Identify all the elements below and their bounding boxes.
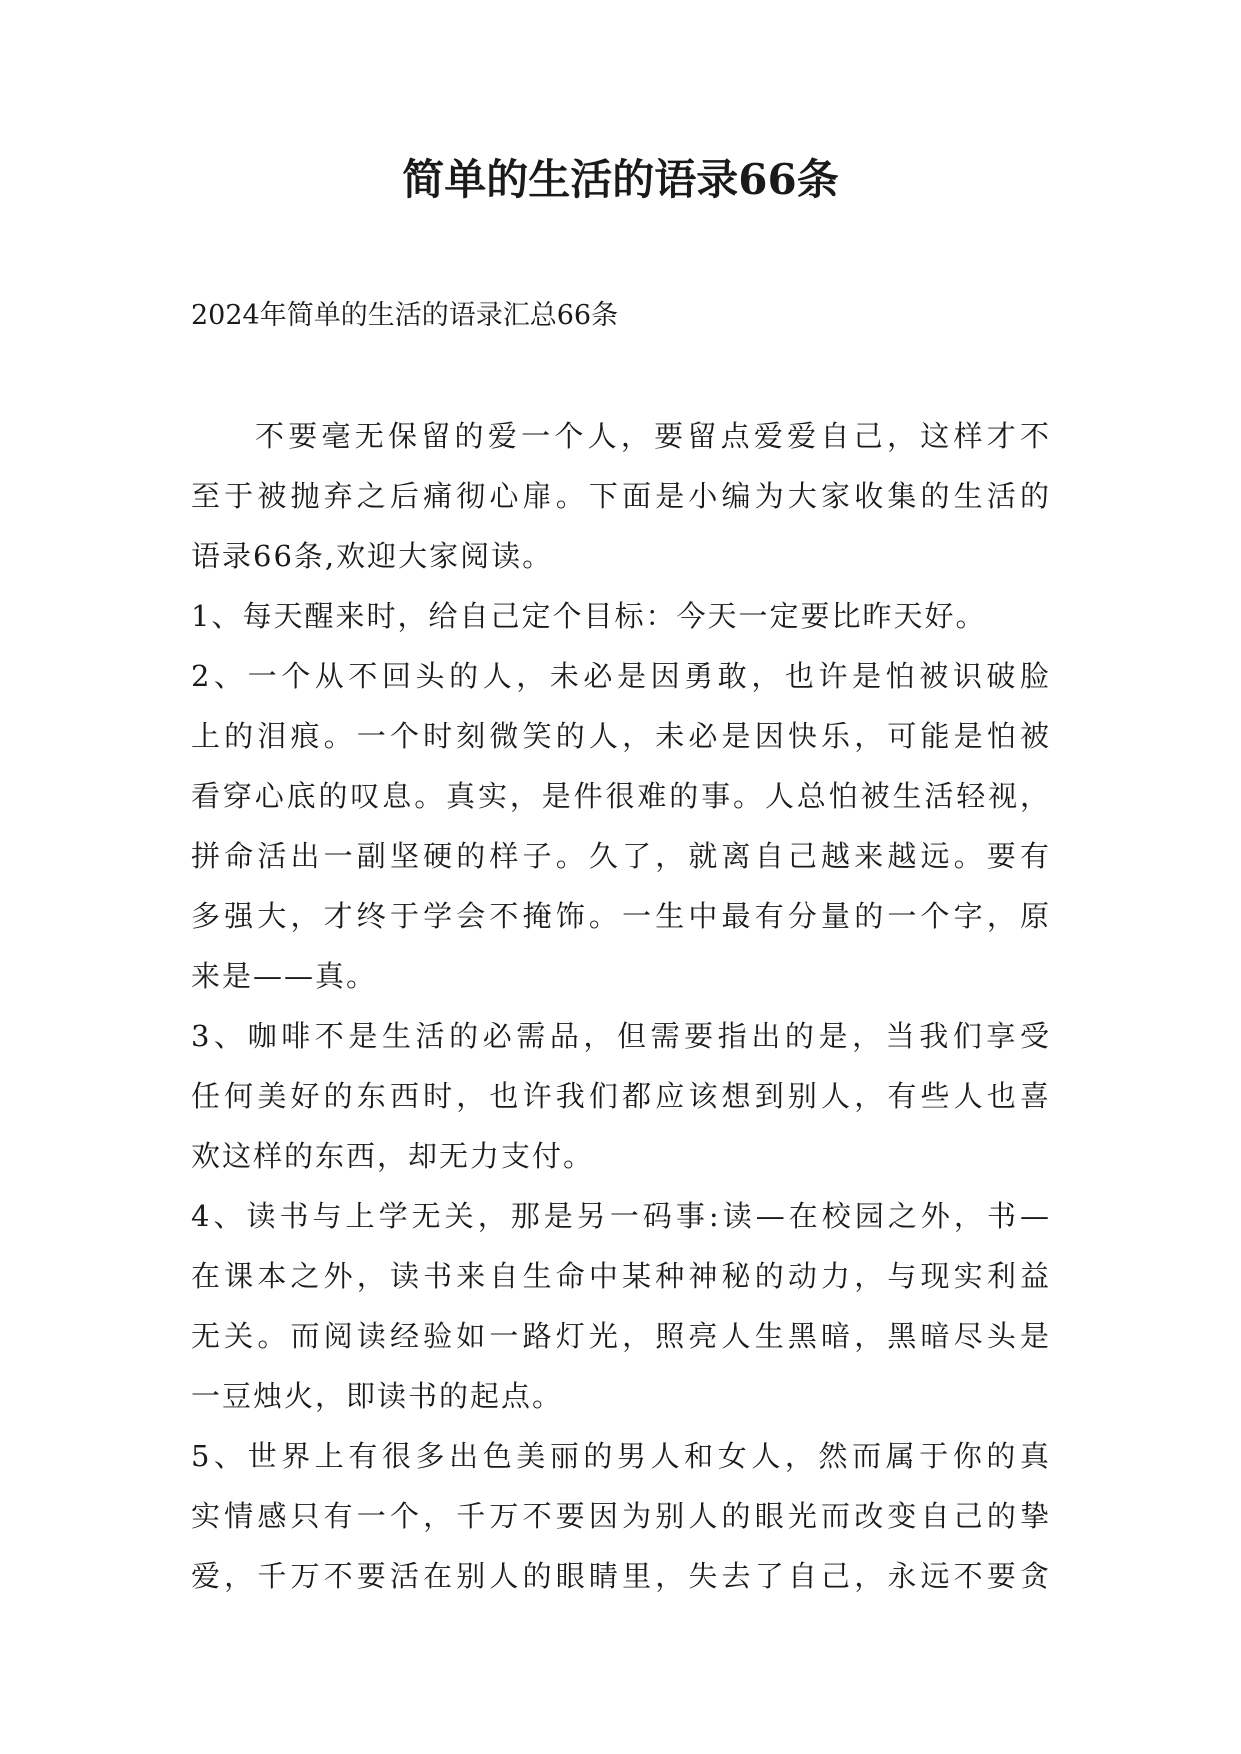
body-line: 一豆烛火，即读书的起点。 (191, 1379, 564, 1413)
body-line: 来是——真。 (191, 959, 378, 993)
body-line: 爱，千万不要活在别人的眼睛里，失去了自己，永远不要贪 (191, 1559, 1051, 1593)
body-line: 2、一个从不回头的人，未必是因勇敢，也许是怕被识破脸 (191, 659, 1051, 693)
body-line: 看穿心底的叹息。真实，是件很难的事。人总怕被生活轻视， (191, 779, 1051, 813)
body-line: 上的泪痕。一个时刻微笑的人，未必是因快乐，可能是怕被 (191, 719, 1051, 753)
body-line: 无关。而阅读经验如一路灯光，照亮人生黑暗，黑暗尽头是 (191, 1319, 1051, 1353)
body-line: 1、每天醒来时，给自己定个目标：今天一定要比昨天好。 (191, 599, 987, 633)
body-line: 5、世界上有很多出色美丽的男人和女人，然而属于你的真 (191, 1439, 1051, 1473)
body-line: 任何美好的东西时，也许我们都应该想到别人，有些人也喜 (191, 1079, 1051, 1113)
body-line: 语录66条,欢迎大家阅读。 (191, 539, 554, 573)
body-line: 在课本之外，读书来自生命中某种神秘的动力，与现实利益 (191, 1259, 1051, 1293)
body-line: 多强大，才终于学会不掩饰。一生中最有分量的一个字，原 (191, 899, 1051, 933)
body-line: 欢这样的东西，却无力支付。 (191, 1139, 595, 1173)
document-body (191, 406, 1051, 1606)
body-line: 至于被抛弃之后痛彻心扉。下面是小编为大家收集的生活的 (191, 479, 1051, 513)
body-line: 实情感只有一个，千万不要因为别人的眼光而改变自己的挚 (191, 1499, 1051, 1533)
body-line: 3、咖啡不是生活的必需品，但需要指出的是，当我们享受 (191, 1019, 1051, 1053)
body-line: 拼命活出一副坚硬的样子。久了，就离自己越来越远。要有 (191, 839, 1051, 873)
body-line: 不要毫无保留的爱一个人，要留点爱爱自己，这样才不 (255, 419, 1051, 453)
page-subtitle: 2024年简单的生活的语录汇总66条 (191, 300, 619, 331)
page-title: 简单的生活的语录66条 (402, 155, 839, 204)
body-line: 4、读书与上学无关，那是另一码事:读—在校园之外，书— (191, 1199, 1051, 1233)
